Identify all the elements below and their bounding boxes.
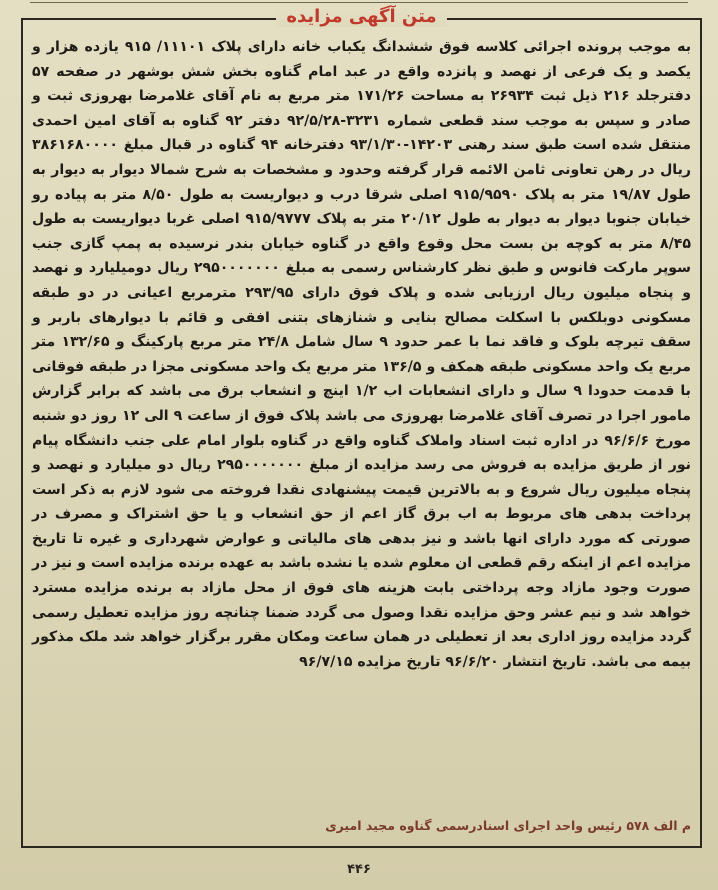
page-number: ۴۴۶ — [347, 862, 371, 877]
notice-title: متن آگهی مزایده — [276, 6, 446, 27]
notice-body: به موجب پرونده اجرائی کلاسه فوق ششدانگ یکباب خانه دارای پلاک ۱۱۱۰۱/ ۹۱۵ یازده هزار و یکصد و یک فرعی از نهصد و پانزده واقع در عبد امام گناوه بخش شش بوشهر در صفحه ۵۷ دفترجلد ۲۱۶ ذیل ثبت ۲۶۹۳۴ به مساحت ۱۷۱/۲۶ متر مربع به نام آقای غلامرضا بهروزی ثبت و صادر و سپس به موجب سند قطعی شماره ۳۲۳۱-۹۲/۵/۲۸ دفتر ۹۲ گناوه به آقای امین احمدی منتقل شده است طبق سند رهنی ۱۴۲۰۳-۹۳/۱/۳۰ دفترخانه ۹۴ گناوه در قبال مبلغ ۳۸۶۱۶۸۰۰۰۰ ریال در رهن تعاونی ثامن الائمه قرار گرفته وحدود و مشخصات به شرح شمالا دیوار به دیوار به طول ۱۹/۸۷ متر به پلاک ۹۱۵/۹۵۹۰ اصلی شرقا درب و دیواریست به طول ۸/۵۰ متر به پیاده رو خیابان جنوبا دیوار به دیوار به طول ۲۰/۱۲ متر به پلاک ۹۱۵/۹۷۷۷ اصلی غربا دیواریست به طول ۸/۴۵ متر به کوچه بن بست محل وقوع واقع در گناوه خیابان بندر نرسیده به پمپ گازی جنب سوپر مارکت فانوس و طبق نظر کارشناس رسمی به مبلغ ۲۹۵۰۰۰۰۰۰۰ ریال دومیلیارد و نهصد و پنجاه میلیون ریال ارزیابی شده و پلاک فوق دارای ۲۹۳/۹۵ مترمربع اعیانی در دو طبقه مسکونی دوبلکس با اسکلت مصالح بنایی و شنازهای بتنی افقی و قائم با دیوارهای باربر و سقف تیرچه بلوک و فاقد نما با عمر حدود ۹ سال شامل ۲۴/۸ متر مربع پارکینگ و ۱۳۲/۶۵ متر مربع یک واحد مسکونی طبقه همکف و ۱۳۶/۵ متر مربع یک واحد مسکونی مجزا در طبقه فوقانی با قدمت حدودا ۹ سال و دارای انشعابات اب ۱/۲ اینچ و انشعاب برق می باشد که برابر گزارش مامور اجرا در تصرف آقای غلامرضا بهروزی می باشد پلاک فوق از ساعت ۹ الی ۱۲ روز دو شنبه مورخ ۹۶/۶/۶ در اداره ثبت اسناد واملاک گناوه واقع در گناوه بلوار امام علی جنب دانشگاه پیام نور از طریق مزایده به فروش می رسد مزایده از مبلغ ۲۹۵۰۰۰۰۰۰۰ ریال دو میلیارد و نهصد و پنجاه میلیون ریال شروع و به بالاترین قیمت پیشنهادی نقدا فروخته می شود لازم به ذکر است پرداخت بدهی های مربوط به اب برق گاز اعم از حق انشعاب و یا حق اشتراک و مصرف در صورتی که مورد دارای انها باشد و نیز بدهی های مالیاتی و عوارض شهرداری و غیره تا تاریخ مزایده اعم از اینکه رقم قطعی ان معلوم شده یا نشده باشد به عهده برنده مزایده است و نیز در صورت وجود مازاد وجه پرداختی بابت هزینه های فوق از محل مازاد به برنده مزایده مسترد خواهد شد و نیم عشر وحق مزایده نقدا وصول می گردد ضمنا چنانچه روز مزایده تعطیل رسمی گردد مزایده روز اداری بعد از تعطیلی در همان ساعت ومکان مقرر برگزار خواهد شد ملک مذکور بیمه می باشد. تاریخ انتشار ۹۶/۶/۲۰ تاریخ مزایده ۹۶/۷/۱۵ — [32, 39, 692, 670]
top-rule — [30, 2, 688, 3]
notice-signature: م الف ۵۷۸ رئیس واحد اجرای اسنادرسمی گناوه مجید امیری — [325, 818, 691, 833]
notice-title-wrap — [21, 6, 702, 27]
